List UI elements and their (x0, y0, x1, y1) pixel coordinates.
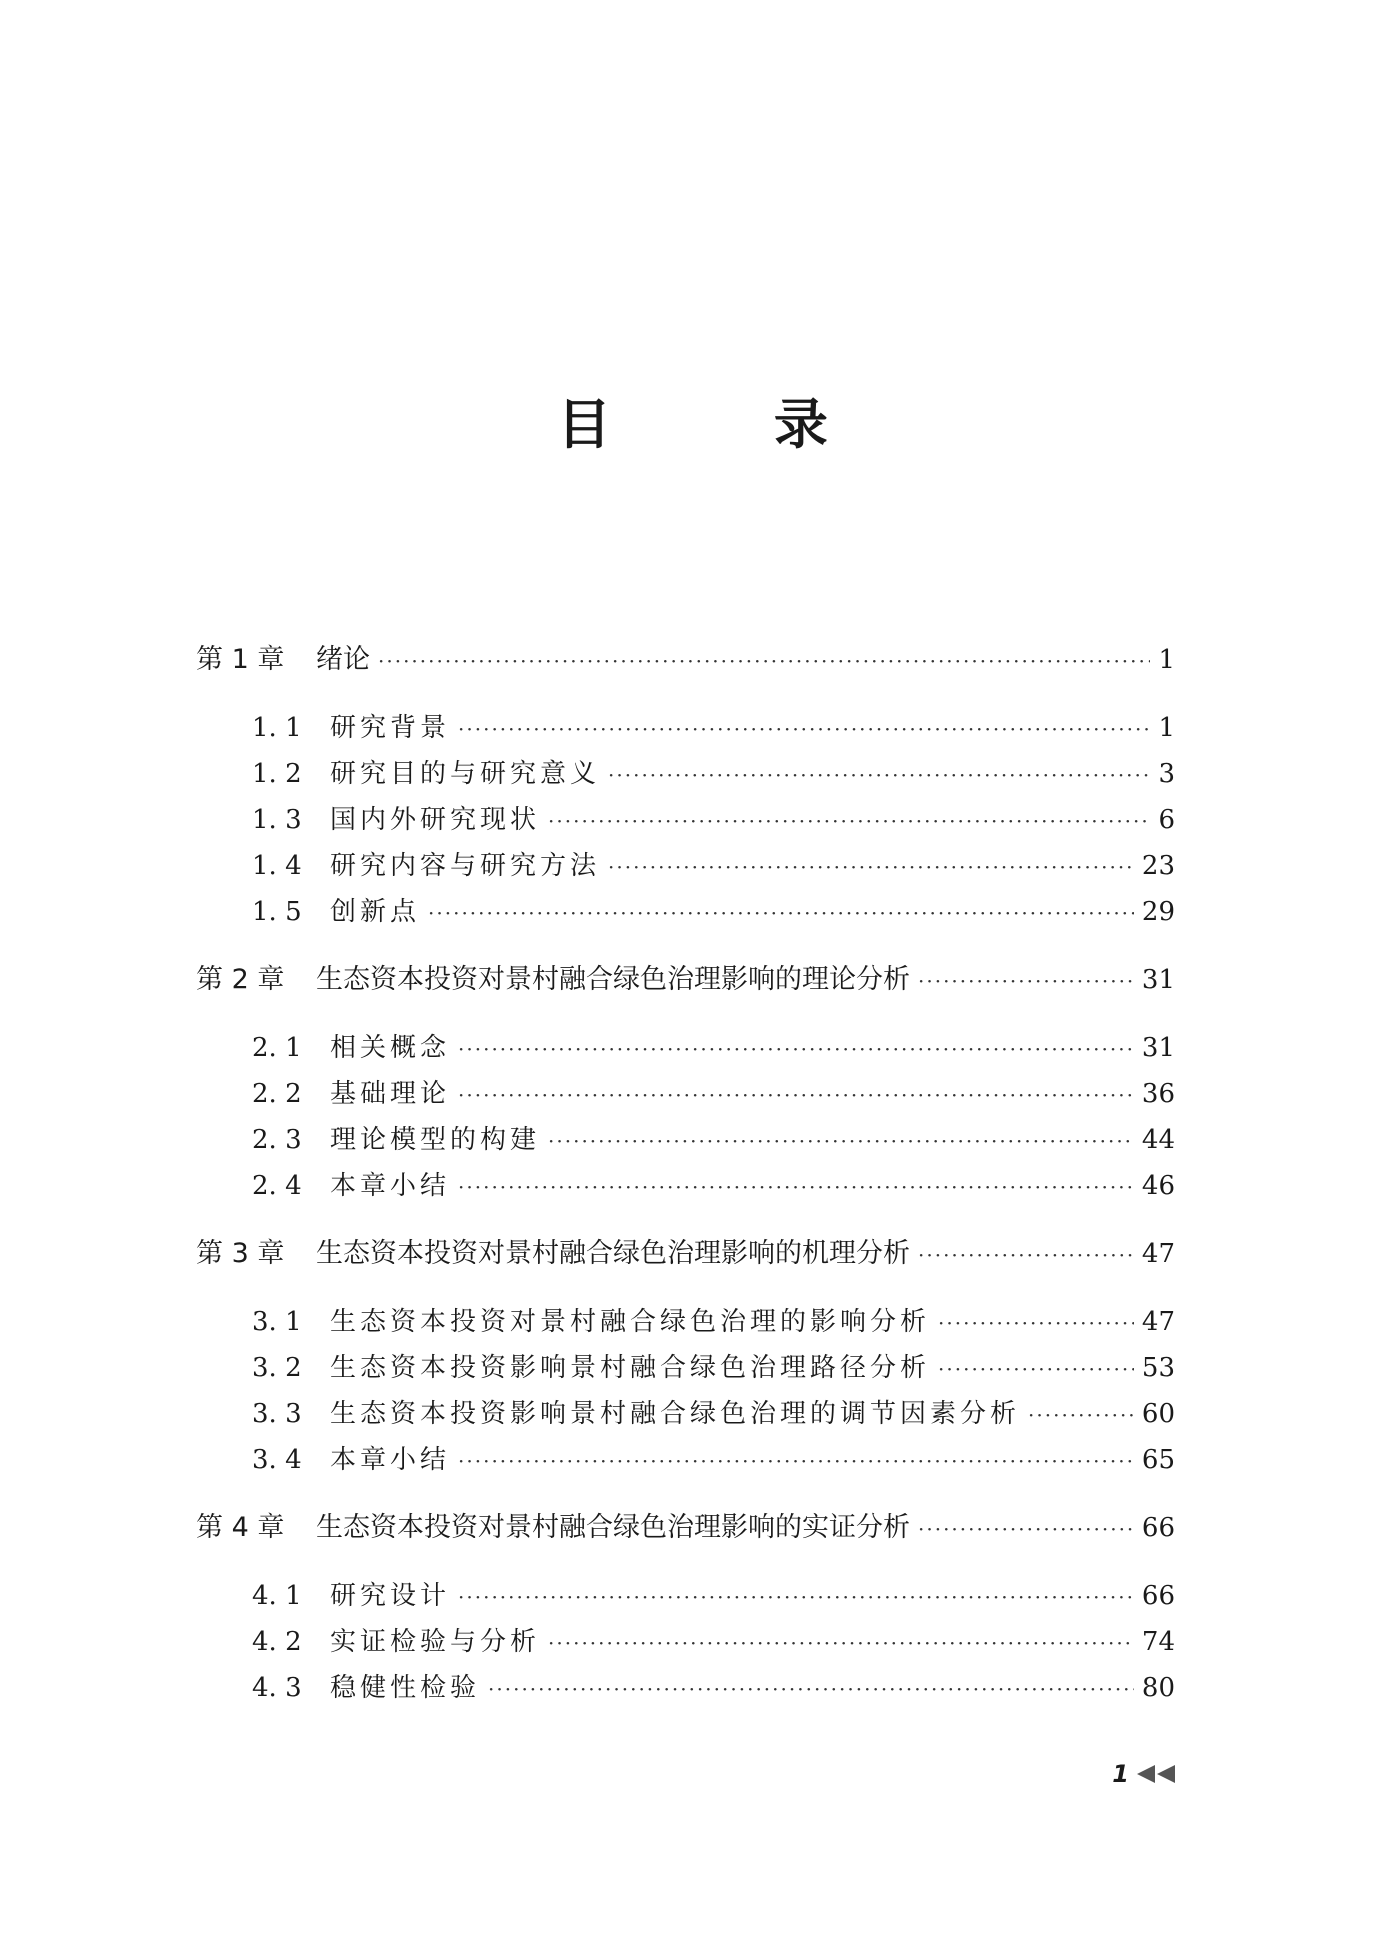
page-number: 60 (1141, 1399, 1175, 1429)
dot-leader (458, 1075, 1134, 1115)
chapter-number: 第 2 章 (196, 964, 285, 995)
page-number: 3 (1158, 759, 1175, 789)
folio-number: 1 (1112, 1760, 1129, 1788)
section-number: 1. 5 (252, 897, 302, 927)
section-number: 3. 1 (252, 1307, 302, 1337)
dot-leader (938, 1303, 1134, 1343)
page-number: 65 (1141, 1445, 1175, 1475)
section-title: 基础理论 (330, 1079, 451, 1109)
dot-leader (458, 1029, 1134, 1069)
chapter-number: 第 1 章 (196, 644, 285, 675)
section-number: 3. 3 (252, 1399, 302, 1429)
dot-leader (548, 1121, 1134, 1161)
toc-section-4-2[interactable] (252, 1622, 1175, 1662)
chapter-title: 生态资本投资对景村融合绿色治理影响的机理分析 (316, 1238, 910, 1269)
page-number: 47 (1141, 1239, 1175, 1269)
toc-section-3-1[interactable] (252, 1302, 1175, 1342)
toc-chapter-3[interactable] (196, 1234, 1175, 1274)
section-number: 3. 2 (252, 1353, 302, 1383)
dot-leader (938, 1349, 1134, 1389)
section-title: 本章小结 (330, 1445, 451, 1475)
dot-leader (548, 801, 1150, 841)
section-title: 本章小结 (330, 1171, 451, 1201)
toc-section-3-3[interactable] (252, 1394, 1175, 1434)
section-title: 研究内容与研究方法 (330, 851, 601, 881)
section-number: 3. 4 (252, 1445, 302, 1475)
page-number: 74 (1141, 1627, 1175, 1657)
page-number: 53 (1141, 1353, 1175, 1383)
dot-leader (1028, 1395, 1134, 1435)
section-number: 1. 1 (252, 713, 302, 743)
page-number: 66 (1141, 1513, 1175, 1543)
dot-leader (488, 1669, 1134, 1709)
toc-section-2-4[interactable] (252, 1166, 1175, 1206)
dot-leader (458, 709, 1150, 749)
double-left-arrow-icon (1137, 1765, 1175, 1783)
dot-leader (918, 1235, 1134, 1275)
section-title: 生态资本投资对景村融合绿色治理的影响分析 (330, 1307, 931, 1337)
section-number: 2. 2 (252, 1079, 302, 1109)
page-number: 31 (1141, 965, 1175, 995)
section-number: 1. 3 (252, 805, 302, 835)
page-number: 6 (1158, 805, 1175, 835)
page-title: 目 录 (557, 393, 900, 456)
toc-section-3-4[interactable] (252, 1440, 1175, 1480)
section-title: 研究设计 (330, 1581, 451, 1611)
chapter-number: 第 3 章 (196, 1238, 285, 1269)
toc-chapter-2[interactable] (196, 960, 1175, 1000)
section-title: 实证检验与分析 (330, 1627, 541, 1657)
section-number: 4. 3 (252, 1673, 302, 1703)
page-number: 36 (1141, 1079, 1175, 1109)
toc-section-2-2[interactable] (252, 1074, 1175, 1114)
dot-leader (458, 1167, 1134, 1207)
page-number: 66 (1141, 1581, 1175, 1611)
section-number: 1. 2 (252, 759, 302, 789)
toc-section-1-1[interactable] (252, 708, 1175, 748)
page-number: 80 (1141, 1673, 1175, 1703)
toc-section-2-1[interactable] (252, 1028, 1175, 1068)
section-title: 研究目的与研究意义 (330, 759, 601, 789)
toc-section-1-5[interactable] (252, 892, 1175, 932)
page-footer (1112, 1760, 1175, 1788)
section-number: 2. 4 (252, 1171, 302, 1201)
dot-leader (458, 1577, 1134, 1617)
section-number: 2. 3 (252, 1125, 302, 1155)
chapter-number: 第 4 章 (196, 1512, 285, 1543)
section-title: 研究背景 (330, 713, 451, 743)
dot-leader (458, 1441, 1134, 1481)
page-number: 29 (1141, 897, 1175, 927)
page-number: 23 (1141, 851, 1175, 881)
toc-chapter-4[interactable] (196, 1508, 1175, 1548)
page-number: 31 (1141, 1033, 1175, 1063)
chapter-title: 绪论 (316, 644, 370, 675)
toc-section-2-3[interactable] (252, 1120, 1175, 1160)
dot-leader (548, 1623, 1134, 1663)
section-title: 创新点 (330, 897, 421, 927)
section-number: 4. 1 (252, 1581, 302, 1611)
toc-section-4-1[interactable] (252, 1576, 1175, 1616)
section-title: 稳健性检验 (330, 1673, 481, 1703)
page-number: 1 (1158, 645, 1175, 675)
toc-chapter-1[interactable] (196, 640, 1175, 680)
section-number: 4. 2 (252, 1627, 302, 1657)
chapter-title: 生态资本投资对景村融合绿色治理影响的实证分析 (316, 1512, 910, 1543)
dot-leader (378, 641, 1150, 681)
section-number: 1. 4 (252, 851, 302, 881)
dot-leader (608, 755, 1150, 795)
toc-section-1-2[interactable] (252, 754, 1175, 794)
toc-section-3-2[interactable] (252, 1348, 1175, 1388)
page-number: 1 (1158, 713, 1175, 743)
section-title: 理论模型的构建 (330, 1125, 541, 1155)
page-number: 44 (1141, 1125, 1175, 1155)
page-number: 47 (1141, 1307, 1175, 1337)
section-title: 国内外研究现状 (330, 805, 541, 835)
dot-leader (918, 961, 1134, 1001)
toc-section-1-3[interactable] (252, 800, 1175, 840)
dot-leader (608, 847, 1134, 887)
section-number: 2. 1 (252, 1033, 302, 1063)
chapter-title: 生态资本投资对景村融合绿色治理影响的理论分析 (316, 964, 910, 995)
section-title: 生态资本投资影响景村融合绿色治理的调节因素分析 (330, 1399, 1021, 1429)
dot-leader (918, 1509, 1134, 1549)
toc-section-1-4[interactable] (252, 846, 1175, 886)
section-title: 生态资本投资影响景村融合绿色治理路径分析 (330, 1353, 931, 1383)
page-number: 46 (1141, 1171, 1175, 1201)
section-title: 相关概念 (330, 1033, 451, 1063)
toc-section-4-3[interactable] (252, 1668, 1175, 1708)
dot-leader (428, 893, 1134, 933)
